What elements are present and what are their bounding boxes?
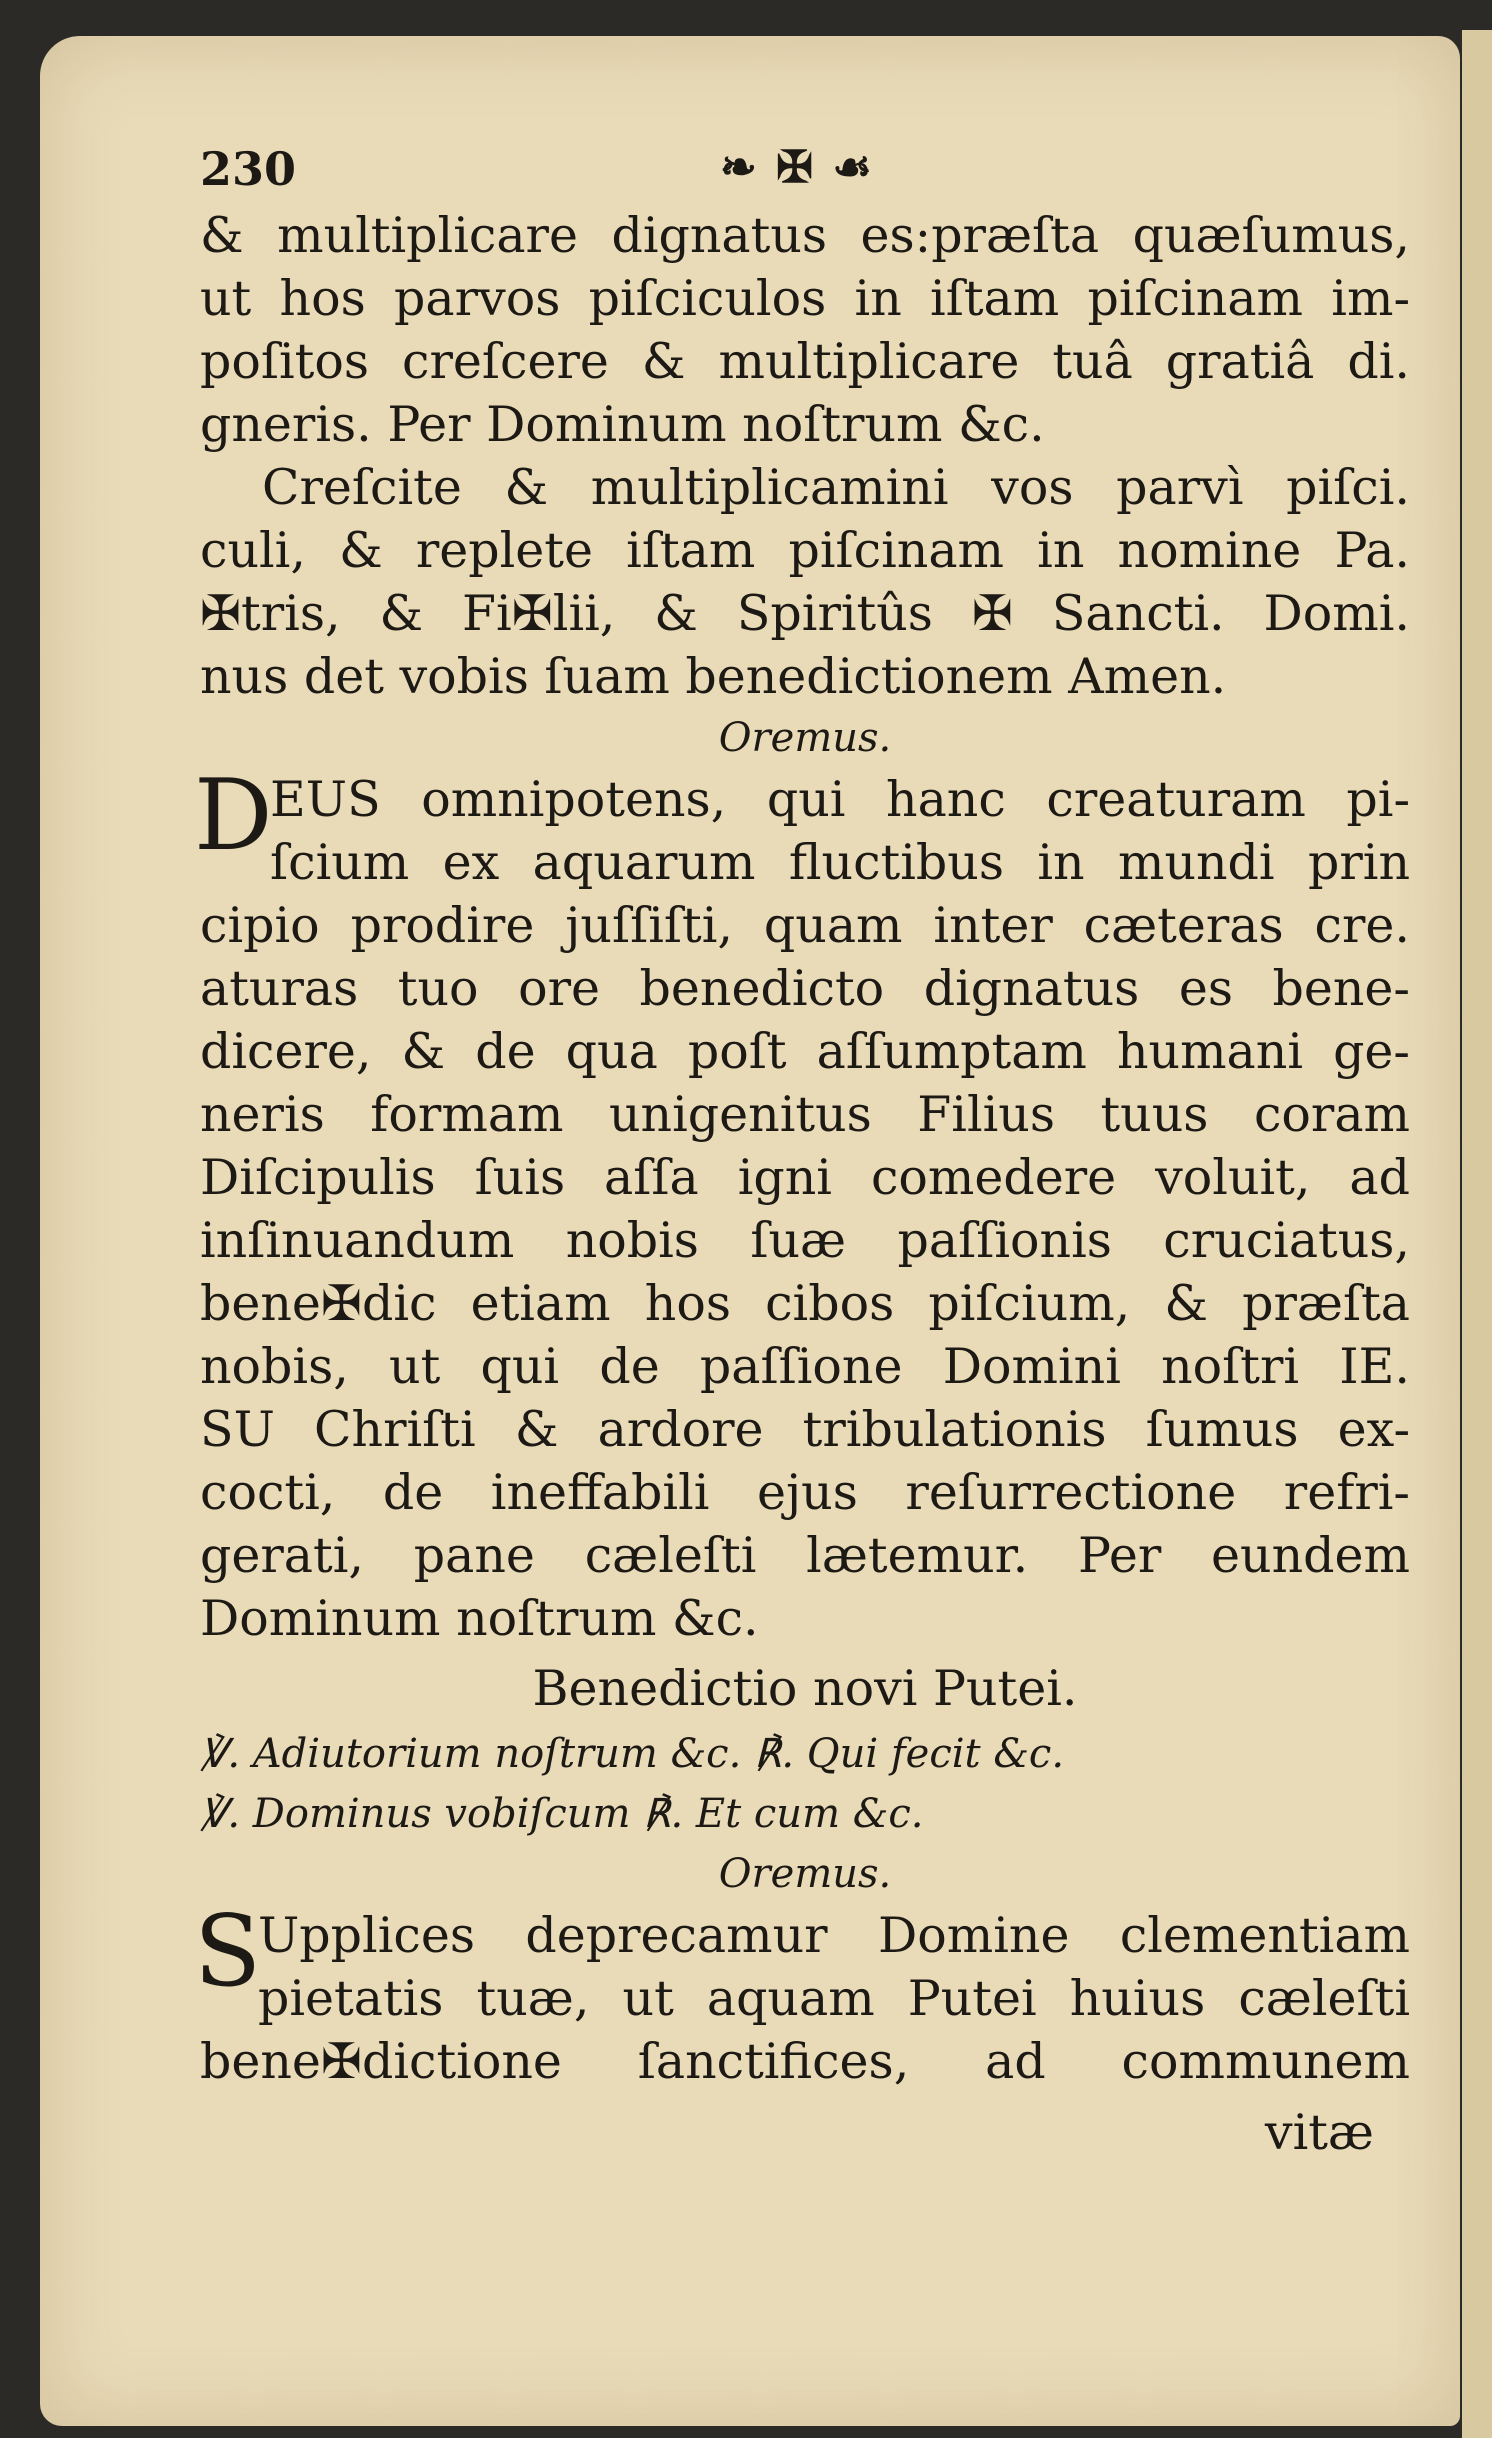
facing-page-edge: [1462, 30, 1492, 2438]
text-line: EUS omnipotens, qui hanc creaturam pi-: [270, 771, 1410, 828]
text-line: gerati, pane cæleſti lætemur. Per eundem: [200, 1527, 1410, 1584]
drop-cap: D: [194, 759, 273, 873]
text-line: & multiplicare dignatus es:præſta quæſumus,: [200, 207, 1410, 264]
text-line: Diſcipulis ſuis aſſa igni comedere voluit, ad: [200, 1149, 1410, 1206]
text-line: bene✠dic etiam hos cibos piſcium, & præſta: [200, 1275, 1410, 1332]
text-line: ſcium ex aquarum fluctibus in mundi prin: [270, 834, 1410, 891]
page-number: 230: [200, 142, 297, 196]
section-heading: Oremus.: [718, 1851, 892, 1897]
versicle-line: ℣. Dominus vobiſcum ℟. Et cum &c.: [200, 1791, 924, 1837]
versicle-line: ℣. Adiutorium noſtrum &c. ℟. Qui fecit &c.: [200, 1731, 1065, 1777]
text-line: nobis, ut qui de paſſione Domini noſtri IE.: [200, 1338, 1410, 1395]
text-line: ut hos parvos piſciculos in iſtam piſcinam im-: [200, 270, 1410, 327]
page-text: [194, 142, 1410, 2164]
text-line: cipio prodire juſſiſti, quam inter cæteras cre.: [200, 897, 1410, 954]
text-line: gneris. Per Dominum noſtrum &c.: [200, 396, 1045, 453]
catchword: vitæ: [1264, 2104, 1374, 2161]
page-header: [200, 142, 1410, 204]
text-line: Upplices deprecamur Domine clementiam: [258, 1907, 1410, 1964]
header-ornament: ❧ ✠ ☙: [720, 142, 874, 193]
text-line: culi, & replete iſtam piſcinam in nomine Pa.: [200, 522, 1410, 579]
text-line: Dominum noſtrum &c.: [200, 1590, 759, 1647]
text-line: aturas tuo ore benedicto dignatus es bene-: [200, 960, 1410, 1017]
text-line: Creſcite & multiplicamini vos parvì piſci.: [262, 459, 1410, 516]
prayer-paragraph: [194, 759, 1410, 894]
prayer-paragraph: [194, 1895, 1410, 2030]
drop-cap: S: [194, 1895, 262, 2009]
text-line: inſinuandum nobis ſuæ paſſionis cruciatus,: [200, 1212, 1410, 1269]
text-line: bene✠dictione ſanctifices, ad communem: [200, 2033, 1410, 2090]
text-line: ✠tris, & Fi✠lii, & Spiritûs ✠ Sancti. Domi.: [200, 585, 1410, 642]
section-heading: Oremus.: [718, 715, 892, 761]
text-line: SU Chriſti & ardore tribulationis ſumus ex-: [200, 1401, 1410, 1458]
section-title: Benedictio novi Putei.: [532, 1660, 1078, 1717]
text-line: neris formam unigenitus Filius tuus coram: [200, 1086, 1410, 1143]
text-line: nus det vobis ſuam benedictionem Amen.: [200, 648, 1227, 705]
text-line: poſitos creſcere & multiplicare tuâ gratiâ di.: [200, 333, 1410, 390]
text-line: pietatis tuæ, ut aquam Putei huius cæleſti: [258, 1970, 1410, 2027]
text-line: dicere, & de qua poſt aſſumptam humani ge-: [200, 1023, 1410, 1080]
text-line: cocti, de ineffabili ejus reſurrectione refri-: [200, 1464, 1410, 1521]
